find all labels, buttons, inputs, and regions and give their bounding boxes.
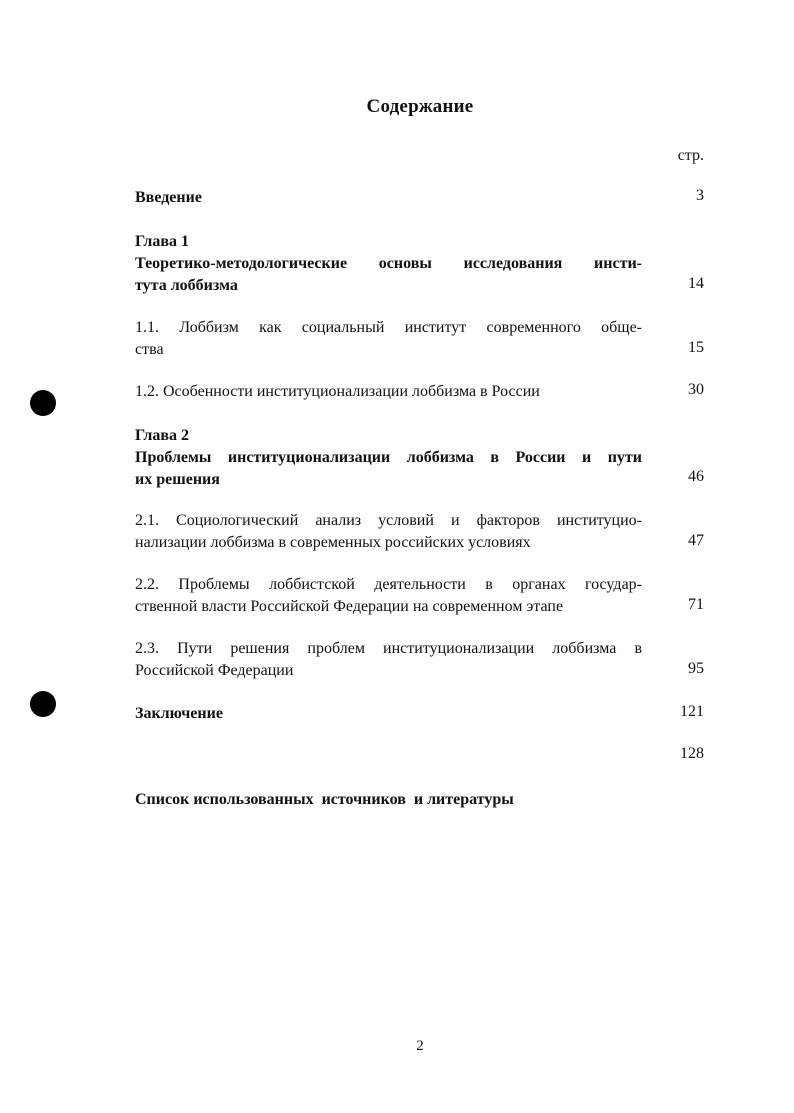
toc-entry-references[interactable] — [135, 745, 642, 855]
toc-page-chapter-2: 46 — [688, 468, 704, 485]
toc-entry-text: нализации лоббизма в современных российских условиях — [135, 534, 531, 551]
toc-entry-text: тута лоббизма — [135, 277, 238, 294]
toc-entry-conclusion[interactable] — [135, 703, 642, 725]
toc-entry-section-1-2[interactable] — [135, 381, 642, 403]
toc-entry-text: ства — [135, 341, 164, 358]
toc-page-conclusion: 121 — [680, 703, 704, 720]
toc-page-section-1-1: 15 — [688, 339, 704, 356]
toc-entry-text: Введение — [135, 189, 202, 206]
toc-entry-introduction[interactable] — [135, 187, 642, 209]
toc-entry-section-2-3[interactable] — [135, 638, 642, 682]
toc-entry-text: 2.1. Социологический анализ условий и факторов институцио- — [135, 512, 642, 529]
toc-entry-text: Заключение — [135, 705, 223, 722]
toc-page-section-2-3: 95 — [688, 660, 704, 677]
toc-page-section-2-2: 71 — [688, 596, 704, 613]
toc-page-references: 128 — [680, 745, 704, 762]
binder-hole-lower — [30, 691, 56, 717]
toc-entry-text: 1.1. Лоббизм как социальный институт современного обще- — [135, 319, 642, 336]
binder-hole-upper — [30, 390, 56, 416]
toc-chapter-heading: Глава 2 — [135, 427, 189, 444]
toc-entry-text: их решения — [135, 471, 220, 488]
toc-entry-text: 2.2. Проблемы лоббистской деятельности в органах государ- — [135, 576, 642, 593]
toc-entry-section-1-1[interactable] — [135, 317, 642, 361]
toc-entry-text: Теоретико-методологические основы исследования инсти- — [135, 255, 642, 272]
toc-entry-text: ственной власти Российской Федерации на современном этапе — [135, 598, 564, 615]
toc-entry-text: Список использованных источников и литературы — [135, 791, 514, 808]
toc-entry-text: Проблемы институционализации лоббизма в России и пути — [135, 449, 642, 466]
page-title: Содержание — [366, 96, 474, 117]
toc-page-section-1-2: 30 — [688, 381, 704, 398]
toc-entry-chapter-2[interactable] — [135, 425, 642, 491]
pages-column-label: стр. — [677, 147, 704, 164]
toc-chapter-heading: Глава 1 — [135, 233, 189, 250]
toc-page-chapter-1: 14 — [688, 275, 704, 292]
toc-entry-chapter-1[interactable] — [135, 231, 642, 297]
toc-entry-section-2-1[interactable] — [135, 510, 642, 554]
toc-entry-text: 2.3. Пути решения проблем институционализации лоббизма в — [135, 640, 642, 657]
toc-entry-text: 1.2. Особенности институционализации лоббизма в России — [135, 383, 540, 400]
toc-page-introduction: 3 — [696, 187, 704, 204]
page-number: 2 — [416, 1038, 424, 1054]
toc-entry-section-2-2[interactable] — [135, 574, 642, 618]
toc-page-section-2-1: 47 — [688, 532, 704, 549]
toc-entry-text: Российской Федерации — [135, 662, 294, 679]
